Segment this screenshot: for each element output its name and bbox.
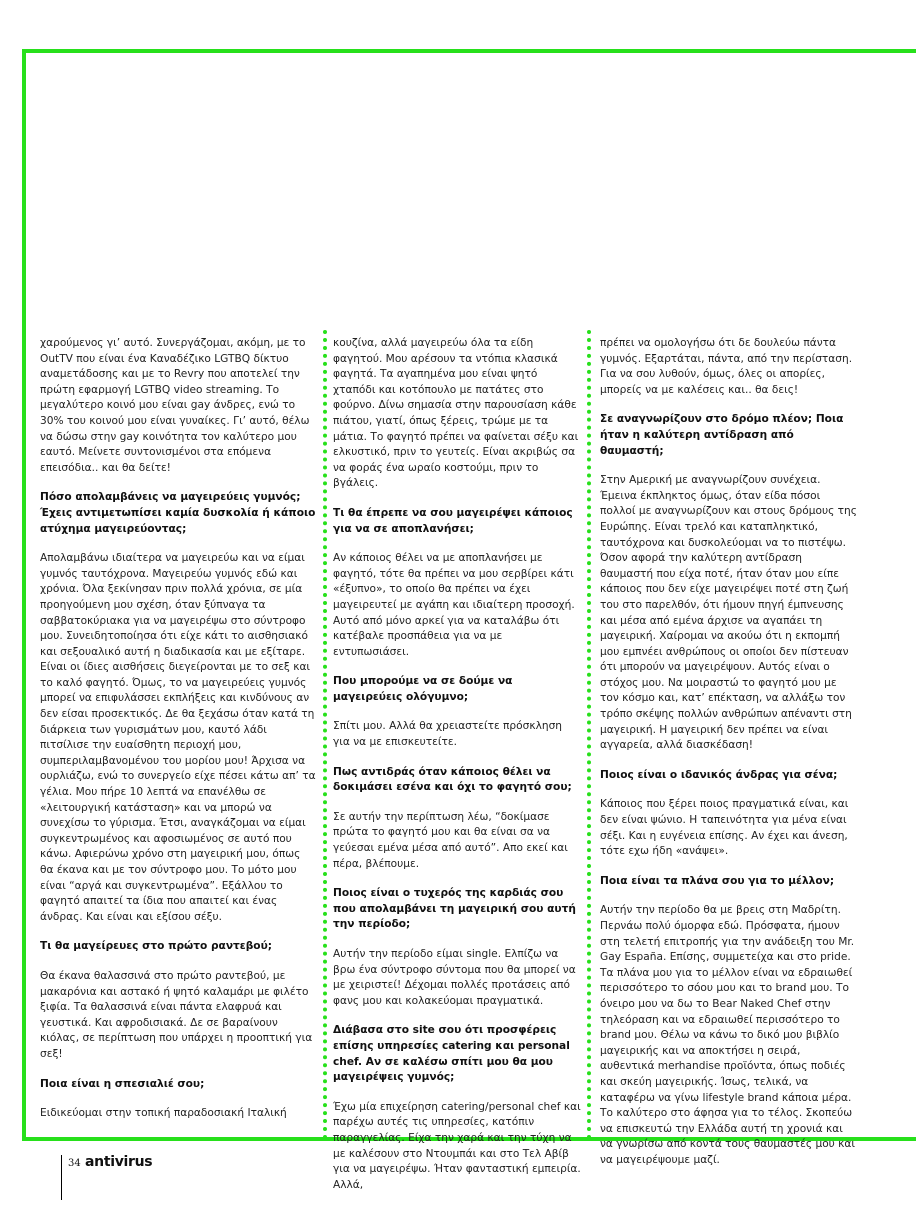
answer-paragraph: Κάποιος που ξέρει ποιος πραγματικά είναι, και δεν είναι ψώνιο. Η ταπεινότητα για μένα είναι σέξι. Και η ευγένεια επίσης. Αν έχει και άνεση, τότε εχω ήδη «ανάψει». <box>600 798 849 858</box>
answer-paragraph: Απολαμβάνω ιδιαίτερα να μαγειρεύω και να είμαι γυμνός ταυτόχρονα. Μαγειρεύω γυμνός εδώ και χρόνια. Όλα ξεκίνησαν πριν πολλά χρόνια, σε μία προηγούμενη μου σχέση, όταν ξύπναγα τα σαββατοκύριακα για να μαγειρέψω στο σύντροφο μου. Συνειδητοποίησα ότι είχε κάτι το αισθησιακό και σεξουαλικό αυτή η διαδικασία και με εξίταρε. Είναι οι ίδιες αισθήσεις διεγείρονται με το σεξ και το καλό φαγητό. Όμως, το να μαγειρεύεις γυμνός μπορεί να επιφυλάσσει εκπλήξεις και κινδύνους αν δεν είσαι προσεκτικός. Δε θα ξεχάσω όταν κατά τη διάρκεια των γυρισμάτων μου, καυτό λάδι πιτσίλισε την ευαίσθητη περιοχή μου, συμπεριλαμβανομένου του μορίου μου! Άρχισα να ουρλιάζω, ενώ το συνεργείο είχε πέσει κάτω απ’ τα γέλια. Μου πήρε 10 λεπτά να επανέλθω σε «λειτουργική κατάσταση» και να μπορώ να συνεχίσω το γύρισμα. Έτσι, αναγκάζομαι να είμαι συγκεντρωμένος και αφοσιωμένος σε αυτό που κάνω. Αφιερώνω χρόνο στη μαγειρική μου, όπως θα έκανα και με τον σύντροφο μου. Το μότο μου είναι “αργά και συγκεντρωμένα”. Εξάλλου το φαγητό απαιτεί τα ίδια που απαιτεί και ένας άνδρας. Και είναι και εξίσου σέξυ. <box>40 552 316 923</box>
answer-paragraph: Στην Αμερική με αναγνωρίζουν συνέχεια. Έμεινα έκπληκτος όμως, όταν είδα πόσοι πολλοί με αναγνωρίζουν και στους δρόμους της Ευρώπης. Είναι τρελό και καταπληκτικό, ταυτόχρονα και δυσκολεύομαι να το πιστέψω. Όσον αφορά την καλύτερη αντίδραση θαυμαστή που είχα ποτέ, ήταν όταν μου είπε κάποιος που δεν είχε μαγειρέψει ποτέ στη ζωή του στο παρελθόν, ότι ήμουν πηγή έμπνευσης και μέσα από εμένα άρχισε να αγαπάει τη μαγειρική. Χαίρομαι να ακούω ότι η εκπομπή μου εμπνέει ανθρώπους οι οποίοι δεν πίστευαν ότι μπορούν να μαγειρέψουν. Αυτός είναι ο στόχος μου. Να μοιραστώ το φαγητό μου με τον κόσμο και, κατ’ επέκταση, να αλλάξω τον τρόπο σκέψης πολλών ανθρώπων απέναντι στη μαγειρική. Η μαγειρική δεν πρέπει να είναι αγγαρεία, αλλά διασκέδαση! <box>600 474 857 752</box>
question-heading: Ποιος είναι ο ιδανικός άνδρας για σένα; <box>600 768 838 781</box>
magazine-logo: antivirus <box>85 1154 153 1170</box>
question-heading: Πόσο απολαμβάνεις να μαγειρεύεις γυμνός; Έχεις αντιμετωπίσει καμία δυσκολία ή κάποιο ατύχημα μαγειρεύοντας; <box>40 491 316 535</box>
answer-paragraph: κουζίνα, αλλά μαγειρεύω όλα τα είδη φαγητού. Μου αρέσουν τα ντόπια κλασικά φαγητά. Τα αγαπημένα μου είναι ψητό χταπόδι και κοτόπουλο με πατάτες στο φούρνο. Δίνω σημασία στην παρουσίαση κάθε πιάτου, γιατί, όπως ξέρεις, τρώμε με τα μάτια. Το φαγητό πρέπει να φαίνεται σέξυ και ελκυστικό, πριν το γευτείς. Είναι ακριβώς σα να φοράς ένα ωραίο κοστούμι, πριν το βγάλεις. <box>333 337 579 490</box>
footer-rule <box>61 1155 62 1200</box>
answer-paragraph: Αυτήν την περίοδο θα με βρεις στη Μαδρίτη. Περνάω πολύ όμορφα εδώ. Πρόσφατα, ήμουν στη τελετή επιτροπής για την ανάδειξη του Mr. Gay España. Επίσης, συμμετείχα και στο pride. Τα πλάνα μου για το μέλλον είναι να εδραιωθεί περισσότερο το σόου μου και το brand μου. Το όνειρο μου να δω το Bear Naked Chef στην τηλεόραση και να εδραιωθεί περισσότερο το brand μου. Θέλω να κάνω το δικό μου βιβλίο μαγειρικής και να αποκτήσει η σειρά, αυθεντικά merhandise προϊόντα, όπως ποδιές και σκεύη μαγειρικής. Ίσως, τελικά, να καταφέρω να γίνω lifestyle brand κάποια μέρα. Το καλύτερο στο άφησα για το τέλος. Σκοπεύω να επισκευτώ την Ελλάδα αυτή τη χρονιά και να γνωρίσω από κοντά τους θαυμαστές μου και να μαγειρέψουμε μαζί. <box>600 904 855 1166</box>
answer-paragraph: Σπίτι μου. Αλλά θα χρειαστείτε πρόσκληση για να με επισκευτείτε. <box>333 720 563 749</box>
question-heading: Ποια είναι τα πλάνα σου για το μέλλον; <box>600 874 835 887</box>
page-number: 34 <box>68 1158 81 1169</box>
answer-paragraph: Θα έκανα θαλασσινά στο πρώτο ραντεβού, με μακαρόνια και αστακό ή ψητό καλαμάρι με φιλέτο ξιφία. Τα θαλασσινά είναι πάντα ελαφρυά και γευστικά. Και αφροδισιακά. Δε σε βαραίνουν κιόλας, σε περίπτωση που υπάρχει η προοπτική για σεξ! <box>40 969 313 1060</box>
question-heading: Διάβασα στο site σου ότι προσφέρεις επίσης υπηρεσίες catering και personal chef. Αν σε καλέσω σπίτι μου θα μου μαγειρέψεις γυμνός; <box>333 1024 570 1084</box>
question-heading: Σε αναγνωρίζουν στο δρόμο πλέον; Ποια ήταν η καλύτερη αντίδραση από θαυμαστή; <box>600 413 844 457</box>
article-column-1 <box>40 336 316 1136</box>
answer-paragraph: Αν κάποιος θέλει να με αποπλανήσει με φαγητό, τότε θα πρέπει να μου σερβίρει κάτι «έξυπνο», το οποίο θα πρέπει να έχει μαγειρευτεί με αγάπη και ιδιαίτερη προσοχή. Αυτό από μόνο αρκεί για να καταλάβω ότι κατέβαλε προσπάθεια για να με εντυπωσιάσει. <box>333 552 575 658</box>
column-divider-2 <box>587 330 591 1140</box>
answer-paragraph: Σε αυτήν την περίπτωση λέω, “δοκίμασε πρώτα το φαγητό μου και θα είναι σα να γεύεσαι εμένα μέσα από αυτό”. Απο εκεί και πέρα, βλέπουμε. <box>333 810 568 870</box>
answer-paragraph: χαρούμενος γι’ αυτό. Συνεργάζομαι, ακόμη, με το OutTV που είναι ένα Καναδέζικο LGTBQ δίκτυο αναμετάδοσης και με το Revry που αποτελεί την πρώτη εφαρμογή LGTBQ video streaming. Το μεγαλύτερο κοινό μου είναι gay άνδρες, ενώ το 30% του κοινού μου είναι γυναίκες. Γι’ αυτό, θέλω να δώσω στην gay κοινότητα τον καλύτερο μου εαυτό. Μείνετε συντονισμένοι στα επόμενα επεισόδια.. και θα δείτε! <box>40 337 310 474</box>
question-heading: Ποιος είναι ο τυχερός της καρδιάς σου που απολαμβάνει τη μαγειρική σου αυτή την περίοδο; <box>333 887 576 931</box>
answer-paragraph: Αυτήν την περίοδο είμαι single. Ελπίζω να βρω ένα σύντροφο σύντομα που θα μπορεί να με χειριστεί! Δέχομαι πολλές προτάσεις από φανς μου και κολακεύομαι πραγματικά. <box>333 948 576 1007</box>
column-divider-1 <box>323 330 327 1140</box>
answer-paragraph: Έχω μία επιχείρηση catering/personal chef και παρέχω αυτές τις υπηρεσίες, κατόπιν παραγγελίας. Είχα την χαρά και την τύχη να με καλέσουν στο Ντουμπάι και στο Τελ Αβίβ για να μαγειρέψω. Ήταν φανταστική εμπειρία. Αλλά, <box>333 1100 581 1191</box>
article-column-2 <box>333 336 581 1207</box>
article-column-3 <box>600 336 858 1183</box>
answer-paragraph: Ειδικεύομαι στην τοπική παραδοσιακή Ιταλική <box>40 1107 287 1120</box>
question-heading: Τι θα έπρεπε να σου μαγειρέψει κάποιος για να σε αποπλανήσει; <box>333 506 573 535</box>
question-heading: Τι θα μαγείρευες στο πρώτο ραντεβού; <box>40 940 272 953</box>
question-heading: Ποια είναι η σπεσιαλιέ σου; <box>40 1077 205 1090</box>
question-heading: Πως αντιδράς όταν κάποιος θέλει να δοκιμάσει εσένα και όχι το φαγητό σου; <box>333 765 572 794</box>
answer-paragraph: πρέπει να ομολογήσω ότι δε δουλεύω πάντα γυμνός. Εξαρτάται, πάντα, από την περίσταση. Για να σου λυθούν, όμως, όλες οι απορίες, μπορείς να με καλέσεις και.. θα δεις! <box>600 337 853 396</box>
question-heading: Που μπορούμε να σε δούμε να μαγειρεύεις ολόγυμνο; <box>333 675 513 703</box>
